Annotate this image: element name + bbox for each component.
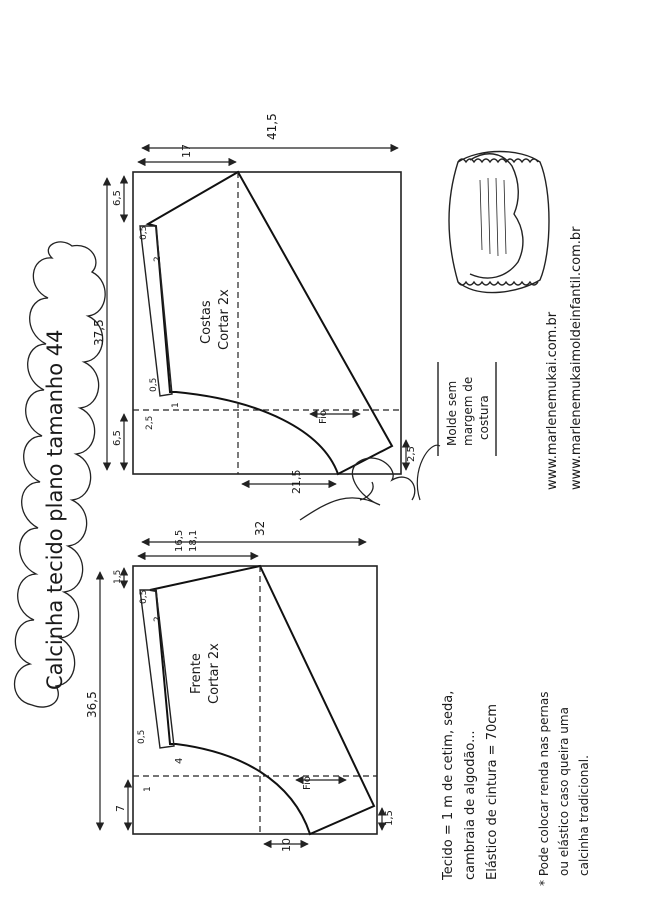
- costas-dim-height: 37,5: [92, 319, 106, 346]
- seam-note-line1: Molde sem: [445, 380, 459, 446]
- costas-cut-label: Cortar 2x: [217, 289, 232, 350]
- panties-sketch: [449, 152, 549, 293]
- website-infantil: www.marlenemukaimoldeinfantil.com.br: [569, 226, 584, 490]
- seam-note: [438, 362, 496, 456]
- costas-pattern: [92, 113, 417, 494]
- costas-dim-side: 2,5: [406, 446, 417, 462]
- frente-cut-label: Cortar 2x: [207, 643, 222, 704]
- frente-band-len: 2: [153, 616, 163, 622]
- tip-line3: calcinha tradicional.: [577, 755, 591, 876]
- materials-line3: Elástico de cintura = 70cm: [485, 703, 500, 880]
- pattern-title: Calcinha tecido plano tamanho 44: [43, 329, 67, 690]
- seam-note-line2: margem de: [461, 376, 475, 446]
- tip-line1: * Pode colocar renda nas pernas: [537, 691, 551, 886]
- frente-pattern: [85, 521, 395, 852]
- costas-dim-leg: 2,5: [145, 415, 155, 430]
- costas-dim-top: 17: [180, 144, 193, 158]
- frente-band-top-width: 0,5: [139, 589, 149, 604]
- costas-frame: [133, 172, 401, 474]
- seam-note-line3: costura: [477, 395, 491, 440]
- frente-dim-side: 1,5: [384, 810, 395, 826]
- materials-line2: cambraia de algodão...: [463, 730, 478, 880]
- costas-dim-bottom: 6,5: [112, 430, 123, 446]
- costas-band-bottom-width: 0,5: [149, 377, 159, 392]
- frente-dim-width: 32: [253, 520, 267, 536]
- costas-dim-crotch: 21,5: [290, 469, 303, 494]
- materials-line1: Tecido = 1 m de cetim, seda,: [441, 690, 456, 880]
- frente-label: Frente: [189, 653, 204, 694]
- tip-line2: ou elástico caso queira uma: [557, 707, 571, 876]
- costas-dim-width: 41,5: [265, 113, 279, 140]
- website-main: www.marlenemukai.com.br: [545, 311, 560, 490]
- frente-dim-bottom: 7: [114, 805, 127, 812]
- costas-label: Costas: [199, 300, 214, 344]
- costas-dim-waist: 6,5: [112, 190, 123, 206]
- frente-grain: Fio: [302, 776, 313, 790]
- frente-frame: [133, 566, 377, 834]
- frente-dim-top-b: 18,1: [188, 529, 199, 552]
- costas-band-top-len: 2: [153, 256, 163, 262]
- costas-grain: Fio: [318, 410, 329, 424]
- frente-dim-waist: 1,5: [113, 569, 123, 584]
- frente-dim-top-a: 16,5: [174, 529, 185, 552]
- title-cloud: [15, 242, 106, 707]
- tip-note: [537, 692, 591, 887]
- materials-note: [441, 691, 500, 881]
- frente-dim-crotch: 10: [280, 838, 293, 852]
- frente-outline: [150, 566, 374, 834]
- frente-band-bottom-width: 0,5: [137, 729, 147, 744]
- costas-band-top-width: 0,5: [139, 225, 149, 240]
- frente-dim-small: 1: [143, 786, 153, 792]
- frente-dim-height: 36,5: [85, 691, 99, 718]
- costas-outline: [148, 172, 392, 474]
- costas-band-bottom-len: 1: [171, 402, 181, 408]
- frente-dim-leg: 4: [174, 757, 185, 764]
